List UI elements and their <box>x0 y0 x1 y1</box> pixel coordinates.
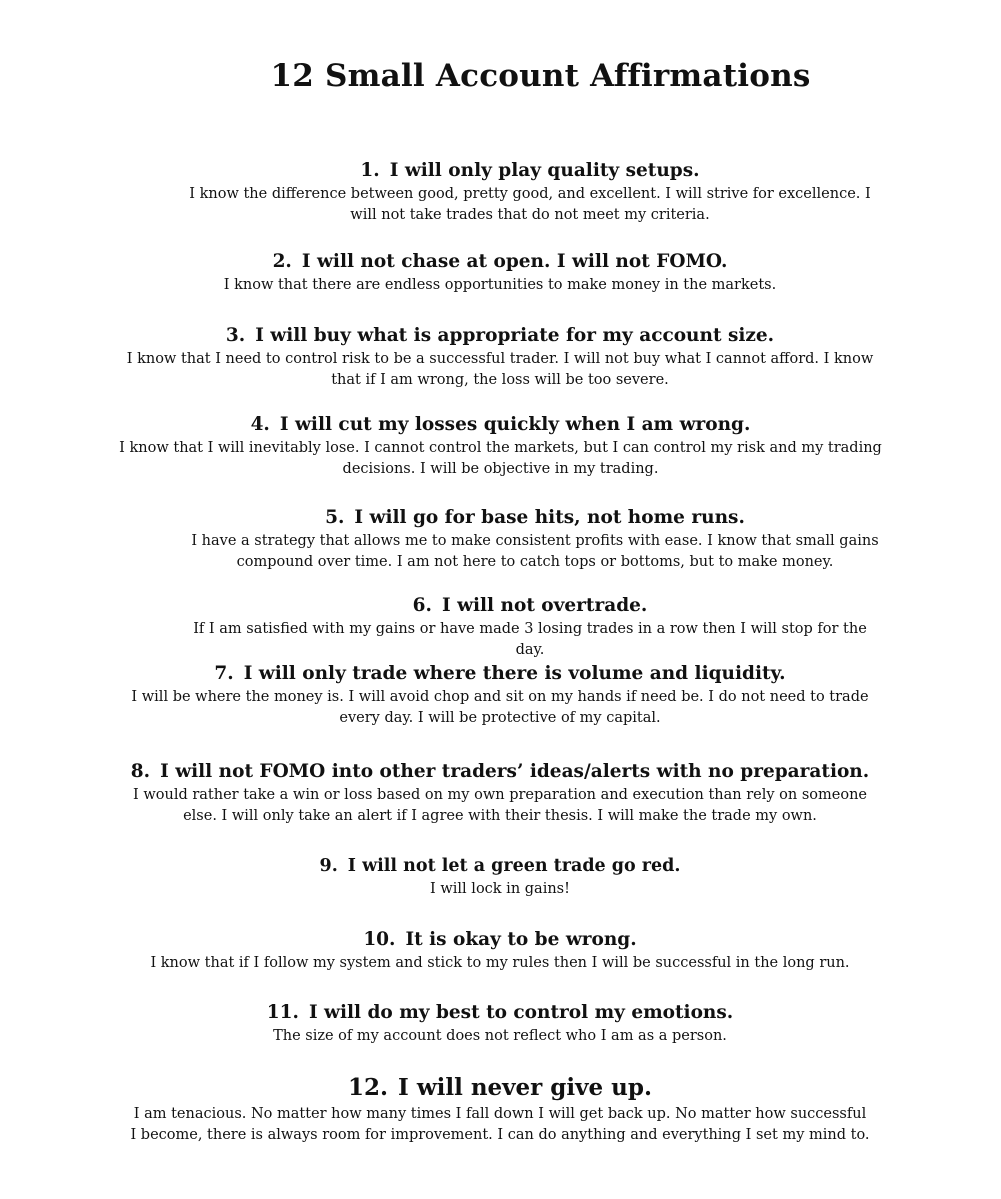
affirmation-7 <box>117 661 883 729</box>
affirmation-title: I will never give up. <box>398 1074 652 1101</box>
affirmation-body: I am tenacious. No matter how many times I fall down I will get back up. No matter how successful I become, there is always room for improvement. I can do anything and everything I set my mind to. <box>130 1106 870 1143</box>
affirmation-title: I will not chase at open. I will not FOMO. <box>301 251 728 272</box>
affirmation-title: I will only play quality setups. <box>389 160 700 181</box>
affirmation-title: It is okay to be wrong. <box>405 929 637 950</box>
affirmation-title: I will buy what is appropriate for my account size. <box>255 325 775 346</box>
affirmation-heading <box>150 249 850 275</box>
affirmation-12 <box>130 1072 870 1146</box>
page-title: 12 Small Account Affirmations <box>270 58 811 94</box>
affirmation-body: I will lock in gains! <box>430 881 570 897</box>
affirmation-3 <box>115 323 885 391</box>
affirmation-2 <box>150 249 850 296</box>
affirmation-title: I will not let a green trade go red. <box>347 856 681 876</box>
affirmation-body: I know the difference between good, pretty good, and excellent. I will strive for excellence. I will not take trades that do not meet my criteria. <box>189 186 871 223</box>
affirmation-10 <box>150 927 850 974</box>
affirmation-number: 10. <box>363 929 396 950</box>
affirmation-body: I would rather take a win or loss based on my own preparation and execution than rely on someone else. I will only take an alert if I agree with their thesis. I will make the trade my own. <box>133 787 867 824</box>
affirmation-title: I will not FOMO into other traders’ ideas/alerts with no preparation. <box>160 761 870 782</box>
affirmation-1 <box>180 158 880 226</box>
affirmation-title: I will go for base hits, not home runs. <box>354 507 745 528</box>
affirmation-5 <box>190 505 880 573</box>
affirmation-11 <box>150 1000 850 1047</box>
affirmation-4 <box>118 412 883 480</box>
affirmation-heading <box>180 158 880 184</box>
affirmation-body: I have a strategy that allows me to make consistent profits with ease. I know that small gains compound over time. I am not here to catch tops or bottoms, but to make money. <box>191 533 879 570</box>
affirmation-9 <box>315 853 685 900</box>
affirmation-heading <box>180 593 880 619</box>
affirmation-title: I will not overtrade. <box>441 595 648 616</box>
affirmation-title: I will do my best to control my emotions. <box>308 1002 734 1023</box>
affirmation-body: I will be where the money is. I will avoid chop and sit on my hands if need be. I do not need to trade every day. I will be protective of my capital. <box>131 689 869 726</box>
affirmation-heading <box>115 323 885 349</box>
affirmation-body: I know that I need to control risk to be a successful trader. I will not buy what I cannot afford. I know that if I am wrong, the loss will be too severe. <box>126 351 874 388</box>
affirmation-number: 5. <box>325 507 345 528</box>
affirmation-heading <box>130 1072 870 1104</box>
affirmation-number: 3. <box>225 325 246 346</box>
affirmation-title: I will only trade where there is volume and liquidity. <box>243 663 786 684</box>
affirmation-8 <box>115 759 885 827</box>
affirmation-heading <box>190 505 880 531</box>
affirmation-heading <box>115 759 885 785</box>
affirmation-6 <box>180 593 880 661</box>
affirmation-number: 8. <box>130 761 151 782</box>
affirmation-number: 12. <box>348 1074 389 1101</box>
affirmation-body: I know that there are endless opportunities to make money in the markets. <box>223 277 777 293</box>
affirmation-number: 7. <box>214 663 234 684</box>
affirmation-heading <box>117 661 883 687</box>
affirmation-heading <box>150 927 850 953</box>
affirmation-heading <box>150 1000 850 1026</box>
affirmation-number: 11. <box>266 1002 299 1023</box>
affirmation-number: 6. <box>412 595 432 616</box>
affirmation-body: The size of my account does not reflect who I am as a person. <box>273 1028 727 1044</box>
affirmation-number: 9. <box>319 856 338 876</box>
affirmation-title: I will cut my losses quickly when I am wrong. <box>279 414 751 435</box>
affirmation-number: 4. <box>250 414 270 435</box>
affirmation-heading <box>118 412 883 438</box>
affirmation-heading <box>315 853 685 879</box>
affirmation-body: I know that I will inevitably lose. I cannot control the markets, but I can control my risk and my trading decisions. I will be objective in my trading. <box>119 440 882 477</box>
affirmation-number: 2. <box>272 251 292 272</box>
affirmation-body: I know that if I follow my system and stick to my rules then I will be successful in the long run. <box>150 955 850 971</box>
affirmation-body: If I am satisfied with my gains or have made 3 losing trades in a row then I will stop for the day. <box>193 621 867 658</box>
affirmation-number: 1. <box>360 160 380 181</box>
